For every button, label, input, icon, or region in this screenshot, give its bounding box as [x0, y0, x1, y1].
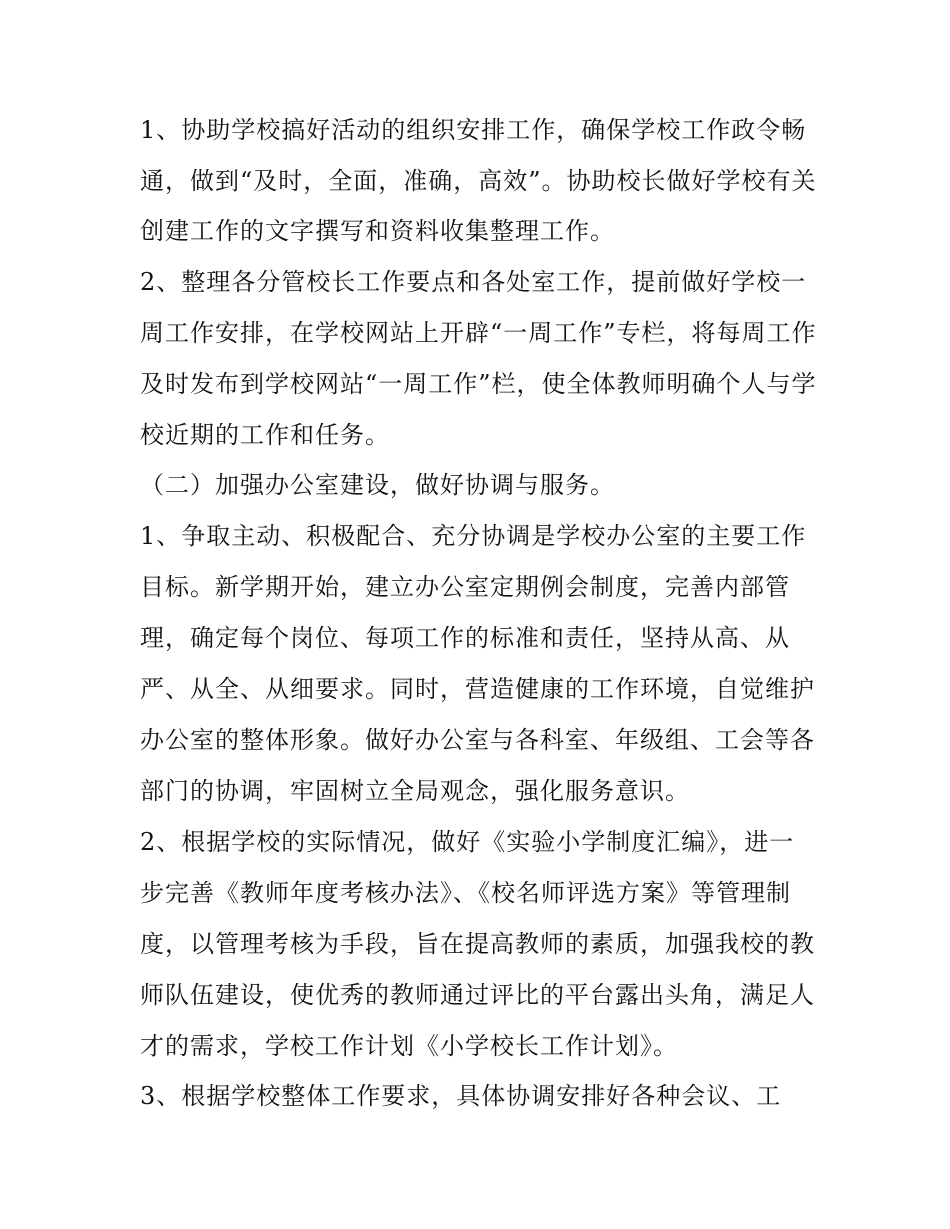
text-line: 步完善《教师年度考核办法》、《校名师评选方案》等管理制	[140, 879, 791, 907]
text-line: 周工作安排，在学校网站上开辟“一周工作”专栏，将每周工作	[140, 319, 817, 347]
text-line: 度，以管理考核为手段，旨在提高教师的素质，加强我校的教	[140, 930, 815, 958]
text-line: 通，做到“及时，全面，准确，高效”。协助校长做好学校有关	[140, 167, 817, 195]
text-line: 理，确定每个岗位、每项工作的标准和责任，坚持从高、从	[140, 624, 790, 652]
text-line: 目标。新学期开始，建立办公室定期例会制度，完善内部管	[140, 573, 790, 601]
text-line: 及时发布到学校网站“一周工作”栏，使全体教师明确个人与学	[140, 370, 817, 398]
text-line: 才的需求，学校工作计划《小学校长工作计划》。	[140, 1032, 678, 1060]
text-line: 师队伍建设，使优秀的教师通过评比的平台露出头角，满足人	[140, 981, 815, 1009]
section-heading: （二）加强办公室建设，做好协调与服务。	[140, 471, 615, 499]
text-line: 2、根据学校的实际情况，做好《实验小学制度汇编》，进一	[140, 828, 795, 856]
text-line: 1、争取主动、积极配合、充分协调是学校办公室的主要工作	[140, 522, 807, 550]
text-line: 严、从全、从细要求。同时，营造健康的工作环境，自觉维护	[140, 675, 815, 703]
text-line: 办公室的整体形象。做好办公室与各科室、年级组、工会等各	[140, 726, 815, 754]
text-line: 创建工作的文字撰写和资料收集整理工作。	[140, 217, 615, 245]
text-line: 1、协助学校搞好活动的组织安排工作，确保学校工作政令畅	[140, 116, 807, 144]
text-line: 2、整理各分管校长工作要点和各处室工作，提前做好学校一	[140, 268, 807, 296]
text-line: 3、根据学校整体工作要求，具体协调安排好各种会议、工	[140, 1082, 782, 1110]
text-line: 校近期的工作和任务。	[140, 421, 390, 449]
text-line: 部门的协调，牢固树立全局观念，强化服务意识。	[140, 777, 690, 805]
